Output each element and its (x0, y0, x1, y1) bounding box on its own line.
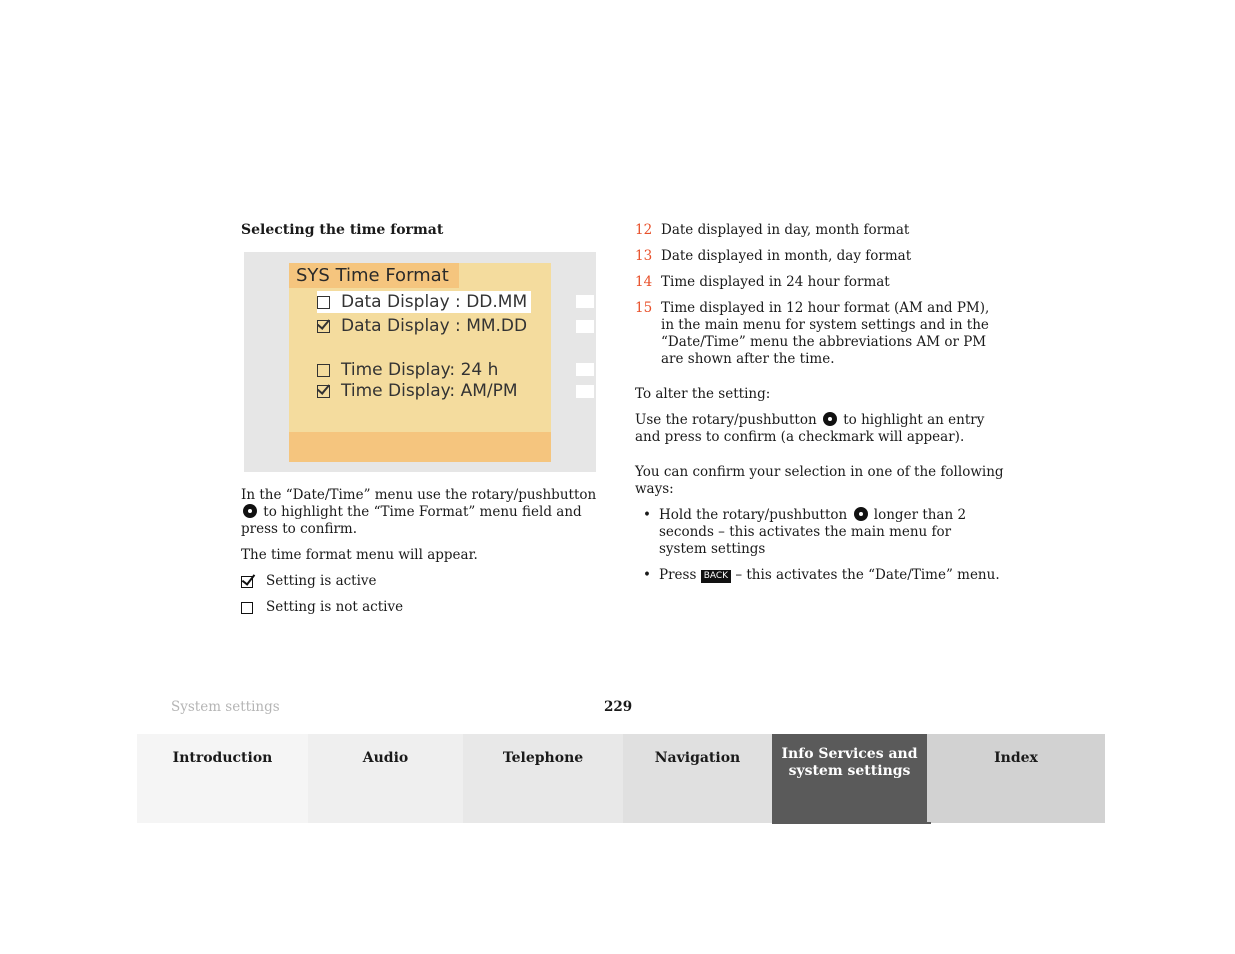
tab-label: Info Services and system settings (781, 746, 918, 779)
tab-label: Audio (362, 750, 409, 766)
tab-navigation[interactable] (623, 734, 772, 823)
callout-marker (576, 385, 594, 398)
bullet-text-part: longer than 2 seconds – this activates the main menu for system settings (659, 507, 967, 557)
tab-label: Navigation (654, 750, 741, 766)
list-item (635, 274, 1005, 291)
bullet-icon: • (643, 567, 651, 583)
tab-label: Telephone (502, 750, 584, 766)
item-text: Time displayed in 24 hour format (661, 274, 890, 290)
checkbox-empty-icon (241, 602, 253, 614)
option-time-ampm (317, 380, 518, 402)
footer-section-title: System settings (171, 699, 280, 715)
option-label: Data Display : MM.DD (341, 316, 528, 336)
bullet-text (659, 567, 1000, 584)
rotary-pushbutton-icon (243, 504, 257, 518)
item-text: Time displayed in 12 hour format (AM and PM), in the main menu for system settings and in the “Date/Time” menu the abbreviations AM or PM are shown after the time. (661, 300, 990, 367)
confirm-ways-text: You can confirm your selection in one of the following ways: (635, 464, 1004, 497)
section-heading: Selecting the time format (241, 222, 444, 238)
item-number: 13 (635, 248, 653, 264)
checkbox-empty-icon (317, 364, 330, 377)
instruction-paragraph (241, 487, 601, 538)
callout-marker (576, 320, 594, 333)
option-label: Time Display: 24 h (341, 360, 499, 380)
rotary-pushbutton-icon (854, 507, 868, 521)
screen-title: SYS Time Format (289, 263, 459, 288)
tab-index[interactable] (927, 734, 1105, 823)
numbered-list (635, 222, 1005, 377)
list-item (635, 300, 1005, 368)
item-text: Date displayed in month, day format (661, 248, 912, 264)
item-number: 12 (635, 222, 653, 238)
option-label: Data Display : DD.MM (341, 292, 528, 312)
item-number: 14 (635, 274, 653, 290)
screen-footer-bar (289, 432, 551, 462)
tab-info-services[interactable] (772, 734, 927, 823)
option-date-ddmm (317, 291, 531, 313)
option-date-mmdd (317, 315, 527, 337)
active-tab-underline (772, 822, 931, 824)
legend-label: Setting is active (266, 573, 377, 589)
legend-label: Setting is not active (266, 599, 404, 615)
bullet-icon: • (643, 507, 651, 523)
callout-marker (576, 295, 594, 308)
bullet-text-part: – this activates the “Date/Time” menu. (735, 567, 1000, 583)
option-label: Time Display: AM/PM (341, 381, 518, 401)
chapter-tabs (137, 734, 1105, 823)
checkbox-checked-icon (317, 320, 330, 333)
bullet-text-part: Press (659, 567, 697, 583)
callout-marker (576, 363, 594, 376)
alter-setting-text: To alter the setting: (635, 386, 771, 402)
instruction-text: In the “Date/Time” menu use the rotary/pushbutton (241, 487, 597, 503)
paragraph-text: to highlight an entry and press to confirm (a checkmark will appear). (635, 412, 985, 445)
use-rotary-paragraph (635, 412, 1005, 446)
option-time-24h (317, 359, 498, 381)
legend-active (241, 573, 377, 590)
tab-telephone[interactable] (463, 734, 623, 823)
list-item (635, 248, 1005, 265)
tab-label: Introduction (172, 750, 273, 766)
bullet-text (659, 507, 1003, 558)
tab-introduction[interactable] (137, 734, 308, 823)
item-text: Date displayed in day, month format (661, 222, 910, 238)
bullet-item (643, 567, 1003, 584)
page-number: 229 (604, 699, 633, 715)
rotary-pushbutton-icon (823, 412, 837, 426)
back-key-icon: BACK (701, 570, 731, 583)
checkbox-checked-icon (317, 385, 330, 398)
display-screenshot (244, 252, 596, 472)
checkbox-checked-icon (241, 576, 253, 588)
checkbox-empty-icon (317, 296, 330, 309)
bullet-item (643, 507, 1003, 558)
instruction-text: to highlight the “Time Format” menu field and press to confirm. (241, 504, 582, 537)
paragraph-text: Use the rotary/pushbutton (635, 412, 817, 428)
item-number: 15 (635, 300, 653, 316)
display-screen (289, 263, 551, 462)
tab-label: Index (994, 750, 1038, 766)
legend-inactive (241, 599, 403, 616)
tab-audio[interactable] (308, 734, 463, 823)
list-item (635, 222, 1005, 239)
menu-appear-text: The time format menu will appear. (241, 547, 478, 563)
bullet-text-part: Hold the rotary/pushbutton (659, 507, 848, 523)
